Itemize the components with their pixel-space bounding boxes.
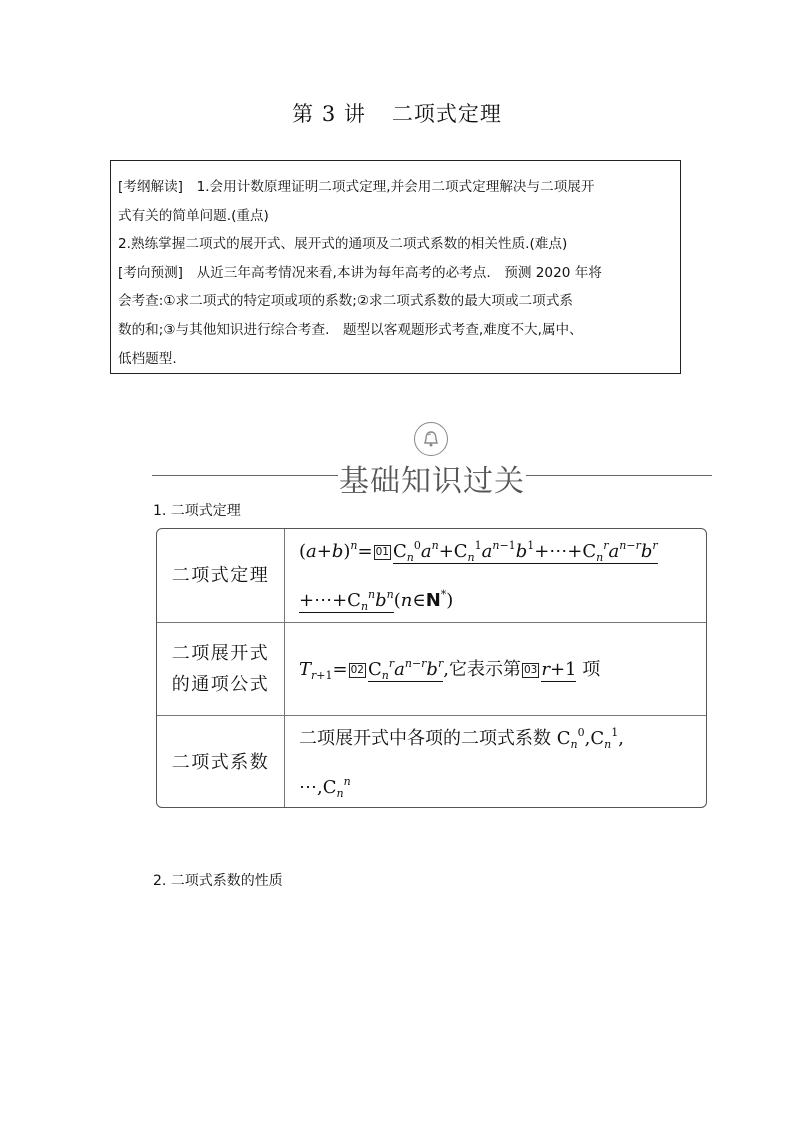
- banner-rule-right: [526, 475, 712, 476]
- syllabus-line: [考向预测] 从近三年高考情况来看,本讲为每年高考的必考点. 预测 2020 年将: [118, 264, 602, 281]
- banner-rule-left: [152, 475, 338, 476]
- binomial-table: [156, 528, 707, 808]
- formula-line: $\cdots,C_n^n$: [299, 774, 351, 800]
- table-row: [157, 529, 706, 623]
- bell-icon: [414, 422, 448, 456]
- syllabus-line: 数的和;③与其他知识进行综合考查. 题型以客观题形式考查,难度不大,属中、: [118, 321, 583, 338]
- row-label: 二项式定理: [157, 529, 285, 622]
- syllabus-line: 2.熟练掌握二项式的展开式、展开式的通项及二项式系数的相关性质.(难点): [118, 236, 568, 253]
- lecture-topic: 二项式定理: [391, 102, 502, 126]
- syllabus-line: 低档题型.: [118, 350, 177, 367]
- formula-line: $+\cdots+C_n^nb^n(n\in N^*)$: [299, 587, 454, 613]
- row-content: [285, 716, 706, 808]
- row-label: 二项展开式 的通项公式: [157, 623, 285, 715]
- syllabus-box: [110, 160, 681, 374]
- answer-tag: 01: [375, 545, 389, 558]
- syllabus-line: 会考查:①求二项式的特定项或项的系数;②求二项式系数的最大项或二项式系: [118, 293, 573, 310]
- formula-line: $(a+b)^n= 01$ $C_n^0a^n+C_n^1a^{n-1}b^1+\cdots+C_n^ra^{n-r}b^r$: [299, 538, 658, 564]
- page-title: [0, 98, 794, 128]
- banner-title: 基础知识过关: [339, 464, 525, 499]
- syllabus-line: 式有关的简单问题.(重点): [118, 207, 269, 224]
- section-banner: [150, 422, 714, 499]
- table-row: [157, 716, 706, 808]
- answer-tag: 03: [523, 663, 538, 676]
- section-heading: 2. 二项式系数的性质: [153, 873, 283, 889]
- formula-line: $T_{r+1}= 02$ $C_n^ra^{n-r}b^r$,它表示第 03 r+1 项: [299, 656, 601, 682]
- row-content: [285, 623, 706, 715]
- row-content: [285, 529, 706, 622]
- lecture-number: 第 3 讲: [292, 102, 366, 126]
- row-label: 二项式系数: [157, 716, 285, 808]
- section-heading: 1. 二项式定理: [153, 503, 241, 519]
- syllabus-line: [考纲解读] 1.会用计数原理证明二项式定理,并会用二项式定理解决与二项展开: [118, 179, 595, 195]
- formula-line: 二项展开式中各项的二项式系数 $C_n^0,C_n^1$,: [299, 725, 624, 751]
- answer-tag: 02: [350, 663, 364, 676]
- table-row: [157, 623, 706, 716]
